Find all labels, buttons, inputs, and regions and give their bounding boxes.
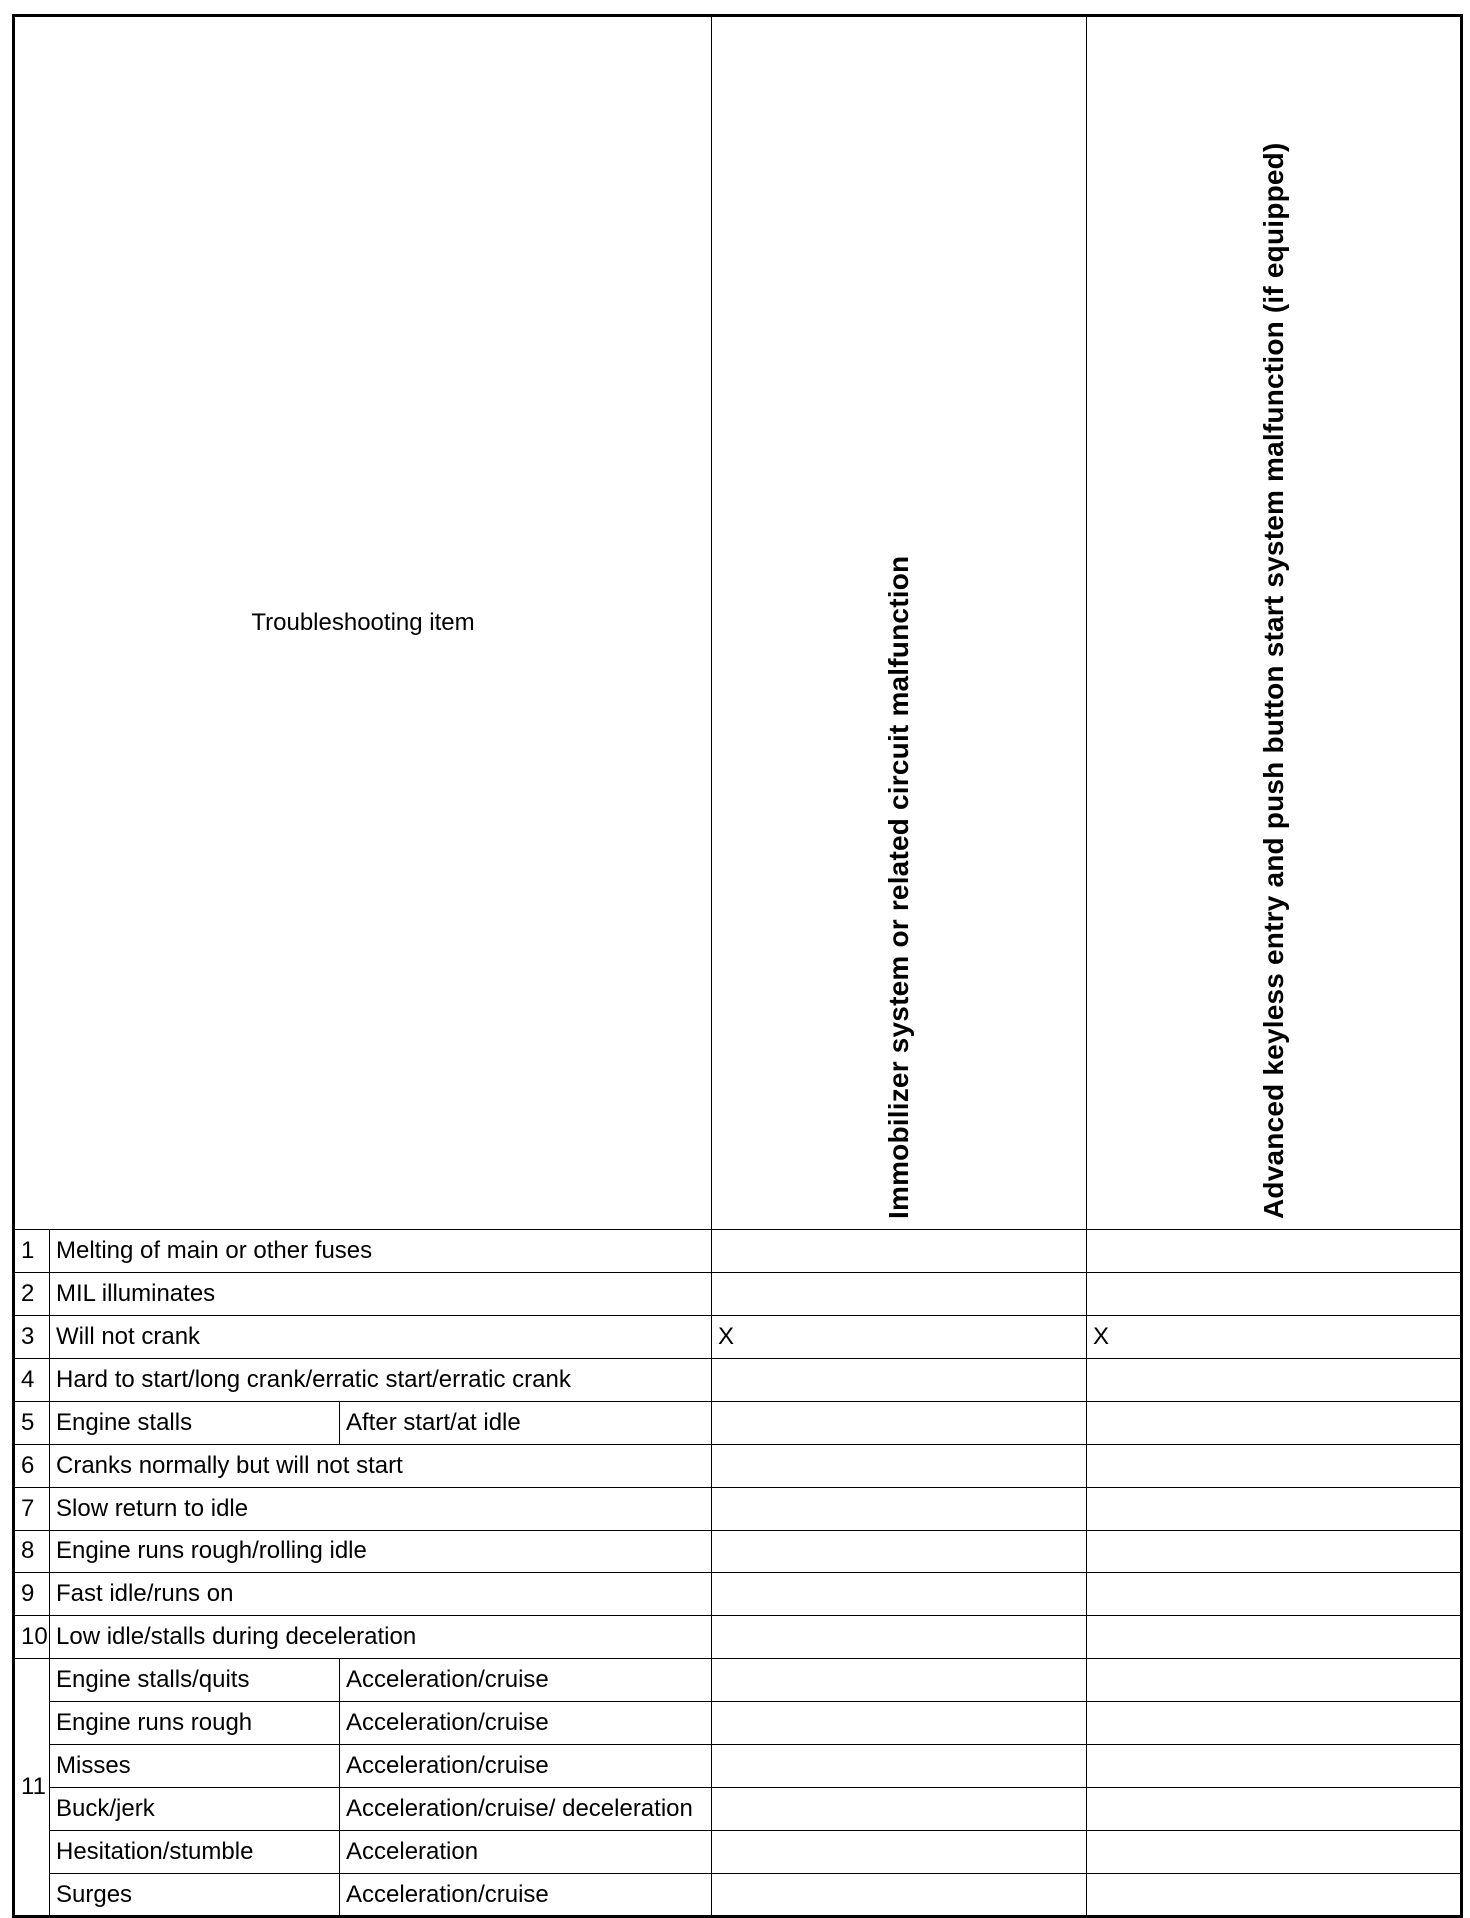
- keyless-cell: [1087, 1745, 1462, 1788]
- table-row: [14, 1702, 1462, 1745]
- row-symptom: Hesitation/stumble: [50, 1831, 340, 1874]
- row-condition: Acceleration/cruise/ deceleration: [340, 1788, 712, 1831]
- row-symptom: Engine runs rough: [50, 1702, 340, 1745]
- keyless-cell: [1087, 1401, 1462, 1444]
- keyless-cell: [1087, 1487, 1462, 1530]
- immobilizer-cell: [712, 1874, 1087, 1917]
- table-row: [14, 1530, 1462, 1573]
- immobilizer-column-header: [712, 16, 1087, 1230]
- row-condition: Acceleration/cruise: [340, 1874, 712, 1917]
- keyless-cell: [1087, 1659, 1462, 1702]
- row-symptom: Engine stalls/quits: [50, 1659, 340, 1702]
- immobilizer-cell: [712, 1573, 1087, 1616]
- troubleshooting-table: [12, 14, 1463, 1918]
- immobilizer-cell: [712, 1788, 1087, 1831]
- table-row: [14, 1444, 1462, 1487]
- keyless-cell: [1087, 1874, 1462, 1917]
- immobilizer-cell: [712, 1530, 1087, 1573]
- table-row: [14, 1401, 1462, 1444]
- keyless-cell: [1087, 1444, 1462, 1487]
- row-symptom: Misses: [50, 1745, 340, 1788]
- immobilizer-cell: [712, 1745, 1087, 1788]
- table-row: [14, 1487, 1462, 1530]
- row-number: 10: [14, 1616, 50, 1659]
- row-symptom: Will not crank: [50, 1315, 712, 1358]
- row-number: 7: [14, 1487, 50, 1530]
- row-symptom: Engine runs rough/rolling idle: [50, 1530, 712, 1573]
- row-number: 11: [14, 1659, 50, 1917]
- row-number: 3: [14, 1315, 50, 1358]
- row-symptom: Fast idle/runs on: [50, 1573, 712, 1616]
- table-row: [14, 1272, 1462, 1315]
- keyless-cell: [1087, 1616, 1462, 1659]
- table-row: [14, 1831, 1462, 1874]
- row-symptom: MIL illuminates: [50, 1272, 712, 1315]
- row-symptom: Hard to start/long crank/erratic start/erratic crank: [50, 1358, 712, 1401]
- keyless-cell: [1087, 1831, 1462, 1874]
- table-row: [14, 1745, 1462, 1788]
- immobilizer-cell: [712, 1659, 1087, 1702]
- keyless-cell: [1087, 1573, 1462, 1616]
- keyless-entry-column-header: [1087, 16, 1462, 1230]
- immobilizer-cell: [712, 1401, 1087, 1444]
- table-row: [14, 1616, 1462, 1659]
- troubleshooting-item-header: Troubleshooting item: [14, 16, 712, 1230]
- table-row: [14, 1788, 1462, 1831]
- immobilizer-cell: [712, 1272, 1087, 1315]
- row-symptom: Cranks normally but will not start: [50, 1444, 712, 1487]
- keyless-cell: [1087, 1702, 1462, 1745]
- row-number: 8: [14, 1530, 50, 1573]
- immobilizer-cell: [712, 1487, 1087, 1530]
- row-condition: After start/at idle: [340, 1401, 712, 1444]
- immobilizer-column-label: Immobilizer system or related circuit malfunction: [883, 555, 914, 1219]
- table-row: [14, 1874, 1462, 1917]
- row-condition: Acceleration: [340, 1831, 712, 1874]
- immobilizer-cell: [712, 1831, 1087, 1874]
- keyless-entry-column-label: Advanced keyless entry and push button start system malfunction (if equipped): [1257, 142, 1289, 1219]
- keyless-cell: [1087, 1272, 1462, 1315]
- row-symptom: Buck/jerk: [50, 1788, 340, 1831]
- keyless-cell: [1087, 1530, 1462, 1573]
- row-number: 1: [14, 1229, 50, 1272]
- row-condition: Acceleration/cruise: [340, 1702, 712, 1745]
- row-symptom: Melting of main or other fuses: [50, 1229, 712, 1272]
- keyless-cell: [1087, 1358, 1462, 1401]
- immobilizer-cell: [712, 1358, 1087, 1401]
- keyless-cell: [1087, 1788, 1462, 1831]
- immobilizer-cell: [712, 1444, 1087, 1487]
- row-symptom: Engine stalls: [50, 1401, 340, 1444]
- immobilizer-cell: [712, 1229, 1087, 1272]
- row-number: 2: [14, 1272, 50, 1315]
- row-symptom: Low idle/stalls during deceleration: [50, 1616, 712, 1659]
- table-row: [14, 1358, 1462, 1401]
- table-row: [14, 1315, 1462, 1358]
- row-number: 9: [14, 1573, 50, 1616]
- keyless-cell: [1087, 1229, 1462, 1272]
- table-row: [14, 1573, 1462, 1616]
- immobilizer-cell: X: [712, 1315, 1087, 1358]
- row-symptom: Slow return to idle: [50, 1487, 712, 1530]
- header-row: [14, 16, 1462, 1230]
- row-condition: Acceleration/cruise: [340, 1659, 712, 1702]
- row-number: 4: [14, 1358, 50, 1401]
- immobilizer-cell: [712, 1616, 1087, 1659]
- table-row: [14, 1659, 1462, 1702]
- row-symptom: Surges: [50, 1874, 340, 1917]
- immobilizer-cell: [712, 1702, 1087, 1745]
- table-row: [14, 1229, 1462, 1272]
- row-number: 5: [14, 1401, 50, 1444]
- keyless-cell: X: [1087, 1315, 1462, 1358]
- row-condition: Acceleration/cruise: [340, 1745, 712, 1788]
- row-number: 6: [14, 1444, 50, 1487]
